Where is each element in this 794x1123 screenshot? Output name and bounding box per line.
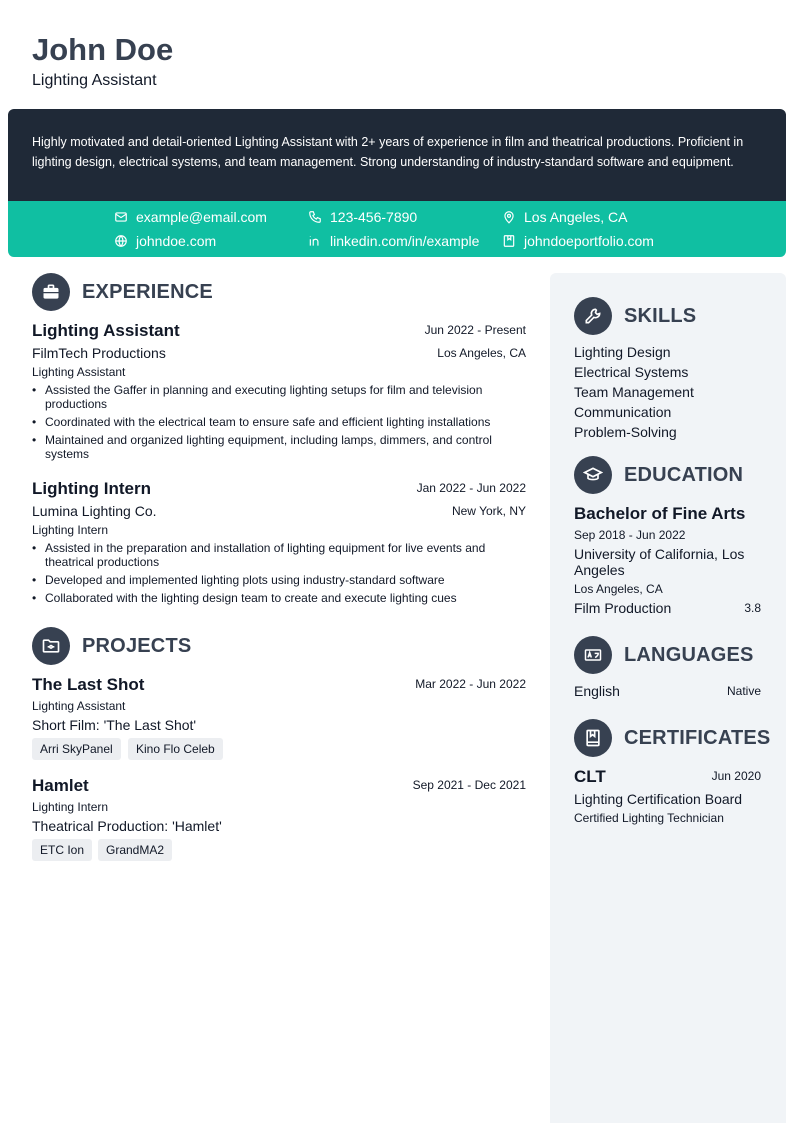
candidate-name: John Doe	[32, 32, 174, 67]
contact-linkedin-text: linkedin.com/in/example	[330, 233, 480, 249]
projects-title: PROJECTS	[82, 634, 192, 657]
resume-header	[32, 30, 173, 90]
languages-title: LANGUAGES	[624, 643, 754, 666]
job-location: New York, NY	[451, 504, 526, 518]
project-tag: ETC Ion	[32, 839, 92, 861]
project-tag: Kino Flo Celeb	[128, 738, 223, 760]
certificates-heading	[574, 719, 770, 757]
job-role: Lighting Assistant	[32, 365, 126, 379]
job-location: Los Angeles, CA	[437, 346, 526, 360]
map-pin-icon	[502, 210, 516, 224]
contact-email-text: example@email.com	[136, 209, 267, 225]
education-location: Los Angeles, CA	[574, 582, 663, 596]
skill-item: Electrical Systems	[574, 364, 689, 380]
job-company: FilmTech Productions	[32, 345, 166, 361]
project-description: Short Film: 'The Last Shot'	[32, 717, 197, 733]
list-item: • Assisted in the preparation and installation of lighting equipment for live events and theatrical productions	[32, 541, 512, 569]
contact-location	[502, 207, 628, 227]
contact-portfolio-text: johndoeportfolio.com	[524, 233, 654, 249]
skill-item: Problem-Solving	[574, 424, 677, 440]
folder-icon	[32, 627, 70, 665]
job-role: Lighting Intern	[32, 523, 109, 537]
summary-block: Highly motivated and detail-oriented Lighting Assistant with 2+ years of experience in film and theatrical productions. Proficient in lighting design, electrical systems, and team management. Strong understanding of industry-standard software and equipment.	[8, 109, 786, 201]
contact-phone-text: 123-456-7890	[330, 209, 418, 225]
certificate-issuer: Lighting Certification Board	[574, 791, 743, 807]
job-bullets	[32, 541, 512, 609]
skills-list	[574, 342, 694, 442]
project-title: The Last Shot	[32, 675, 145, 694]
experience-heading	[32, 273, 213, 311]
list-item: • Assisted the Gaffer in planning and executing lighting setups for film and television productions	[32, 383, 512, 411]
contact-website[interactable]	[114, 231, 216, 251]
contact-portfolio[interactable]	[502, 231, 654, 251]
project-title: Hamlet	[32, 776, 89, 795]
education-dates: Sep 2018 - Jun 2022	[574, 528, 686, 542]
language-name: English	[574, 683, 620, 699]
project-role: Lighting Intern	[32, 800, 109, 814]
skill-item: Communication	[574, 404, 672, 420]
education-degree: Bachelor of Fine Arts	[574, 504, 746, 523]
mail-icon	[114, 210, 128, 224]
certificate-name: CLT	[574, 767, 606, 786]
briefcase-icon	[32, 273, 70, 311]
contact-email[interactable]	[114, 207, 267, 227]
book-icon	[502, 234, 516, 248]
skills-title: SKILLS	[624, 304, 697, 327]
project-tag: GrandMA2	[98, 839, 172, 861]
contact-website-text: johndoe.com	[136, 233, 217, 249]
list-item: • Developed and implemented lighting plots using industry-standard software	[32, 573, 512, 587]
certificates-title: CERTIFICATES	[624, 726, 771, 749]
project-role: Lighting Assistant	[32, 699, 126, 713]
education-field: Film Production	[574, 600, 672, 616]
certificate-date: Jun 2020	[711, 769, 761, 783]
education-title: EDUCATION	[624, 463, 744, 486]
list-item: • Coordinated with the electrical team to ensure safe and efficient lighting installations	[32, 415, 512, 429]
list-item: • Collaborated with the lighting design team to create and execute lighting cues	[32, 591, 512, 605]
job-title: Lighting Intern	[32, 479, 151, 498]
linkedin-icon	[308, 234, 322, 248]
job-title: Lighting Assistant	[32, 321, 180, 340]
translate-icon	[574, 636, 612, 674]
wrench-icon	[574, 297, 612, 335]
job-dates: Jan 2022 - Jun 2022	[416, 481, 526, 495]
job-company: Lumina Lighting Co.	[32, 503, 157, 519]
graduation-cap-icon	[574, 456, 612, 494]
languages-heading	[574, 636, 754, 674]
contact-linkedin[interactable]	[308, 231, 479, 251]
skill-item: Lighting Design	[574, 344, 671, 360]
skill-item: Team Management	[574, 384, 694, 400]
projects-heading	[32, 627, 191, 665]
language-level: Native	[726, 684, 761, 698]
contact-location-text: Los Angeles, CA	[524, 209, 628, 225]
globe-icon	[114, 234, 128, 248]
candidate-title: Lighting Assistant	[32, 72, 157, 89]
contact-bar	[8, 201, 786, 257]
skills-heading	[574, 297, 696, 335]
job-bullets	[32, 383, 512, 465]
education-school: University of California, Los Angeles	[574, 546, 745, 578]
contact-phone[interactable]	[308, 207, 417, 227]
project-dates: Sep 2021 - Dec 2021	[412, 778, 526, 792]
education-gpa: 3.8	[744, 601, 761, 615]
job-dates: Jun 2022 - Present	[424, 323, 526, 337]
bookmark-book-icon	[574, 719, 612, 757]
list-item: • Maintained and organized lighting equipment, including lamps, dimmers, and control systems	[32, 433, 512, 461]
project-description: Theatrical Production: 'Hamlet'	[32, 818, 222, 834]
project-dates: Mar 2022 - Jun 2022	[415, 677, 526, 691]
experience-title: EXPERIENCE	[82, 280, 213, 303]
project-tag: Arri SkyPanel	[32, 738, 121, 760]
education-heading	[574, 456, 743, 494]
certificate-description: Certified Lighting Technician	[574, 811, 724, 825]
phone-icon	[308, 210, 322, 224]
